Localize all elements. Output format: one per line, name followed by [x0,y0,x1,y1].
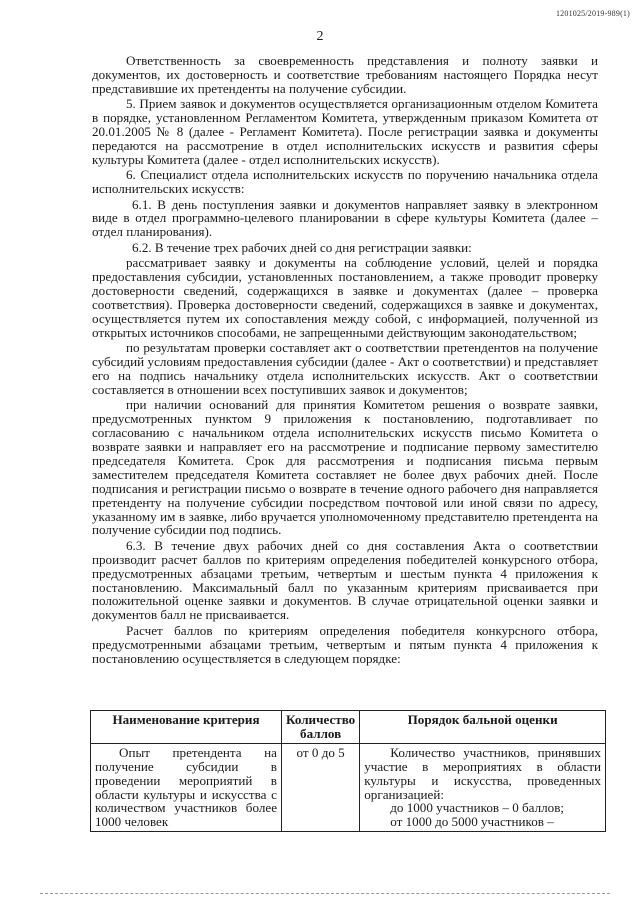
paragraph-return: при наличии оснований для принятия Комитетом решения о возврате заявки, предусмотренных пунктом 9 приложения к постановлению, подготавливает по согласованию с начальником отдела исполнительских искусств письмо Комитета о возврате заявки и направляет его на рассмотрение и подписание первому заместителю председателя Комитета. Срок для рассмотрения и подписания письма первым заместителем председателя Комитета составляет не более двух рабочих дней. После подписания и регистрации письмо о возврате в течение одного рабочего дня направляется претенденту на получение субсидии посредством почтовой или иной связи по адресу, указанному им в заявке, либо вручается уполномоченному представителю претендента на получение субсидии под подпись. [92,397,598,538]
paragraph-item-6-1: 6.1. В день поступления заявки и документов направляет заявку в электронном виде в отдел программно-целевого планировании в сфере культуры Комитета (далее – отдел планирования). [92,196,598,240]
points-cell: от 0 до 5 [282,743,360,831]
paragraph-review: рассматривает заявку и документы на соблюдение условий, целей и порядка предоставления субсидии, установленных постановлением, а также проводит проверку достоверности сведений, содержащихся в заявке и документах (далее – проверка соответствия). Проверка достоверности сведений, содержащихся в заявке и документах, осуществляется путем их сопоставления между собой, с информацией, полученной из открытых источников способами, не запрещенными действующим законодательством; [92,255,598,340]
order-cell [360,743,606,831]
table-header-row [91,711,606,744]
paragraph-item-6: 6. Специалист отдела исполнительских искусств по поручению начальника отдела исполнительских искусств: [92,167,598,197]
column-header-criterion: Наименование критерия [91,711,282,744]
paragraph-calculation: Расчет баллов по критериям определения победителя конкурсного отбора, предусмотренными абзацами третьим, четвертым и пятым пункта 4 приложения к постановлению осуществляется в следующем порядке: [92,622,598,666]
column-header-order: Порядок бальной оценки [360,711,606,744]
page-bottom-divider [40,893,610,894]
criterion-cell: Опыт претендента на получение субсидии в проведении мероприятий в области культуры и искусства с количеством участников более 1000 человек [91,743,282,831]
criteria-table [90,710,606,832]
paragraph-responsibility: Ответственность за своевременность представления и полноту заявки и документов, их достоверность и соответствие требованиям настоящего Порядка несут представившие их претенденты на получение субсидии. [92,53,598,96]
order-line-1: до 1000 участников – 0 баллов; [390,800,565,816]
column-header-points: Количество баллов [282,711,360,744]
order-intro: Количество участников, принявших участие в мероприятиях в области культуры и искусства, проведенных организацией: [364,744,601,802]
table-row [91,743,606,831]
document-id: 1201025/2019-989(1) [555,9,630,18]
paragraph-item-6-3: 6.3. В течение двух рабочих дней со дня составления Акта о соответствии производит расчет баллов по критериям определения победителей конкурсного отбора, предусмотренных абзацами третьим, четвертым и шестым пункта 4 приложения к постановлению. Максимальный балл по указанным критериям присваивается при положительной оценке заявки и документов. В случае отрицательной оценки заявки и документов балл не присваивается. [92,537,598,623]
paragraph-item-6-2: 6.2. В течение трех рабочих дней со дня регистрации заявки: [132,239,472,255]
paragraph-item-5: 5. Прием заявок и документов осуществляется организационным отделом Комитета в порядке, установленном Регламентом Комитета, утвержденным приказом Комитета от 20.01.2005 № 8 (далее - Регламент Комитета). После регистрации заявка и документы передаются на рассмотрение в отдел исполнительских искусств и развития сферы культуры Комитета (далее - отдел исполнительских искусств). [92,96,598,167]
document-body [92,54,598,667]
page-number: 2 [316,29,324,44]
order-line-2: от 1000 до 5000 участников – [390,814,554,830]
paragraph-act: по результатам проверки составляет акт о соответствии претендентов на получение субсидий условиям предоставления субсидии (далее - Акт о соответствии) и представляет его на подпись начальнику отдела исполнительских искусств. Акт о соответствии составляется в отношении всех поступивших заявок и документов; [92,340,598,397]
